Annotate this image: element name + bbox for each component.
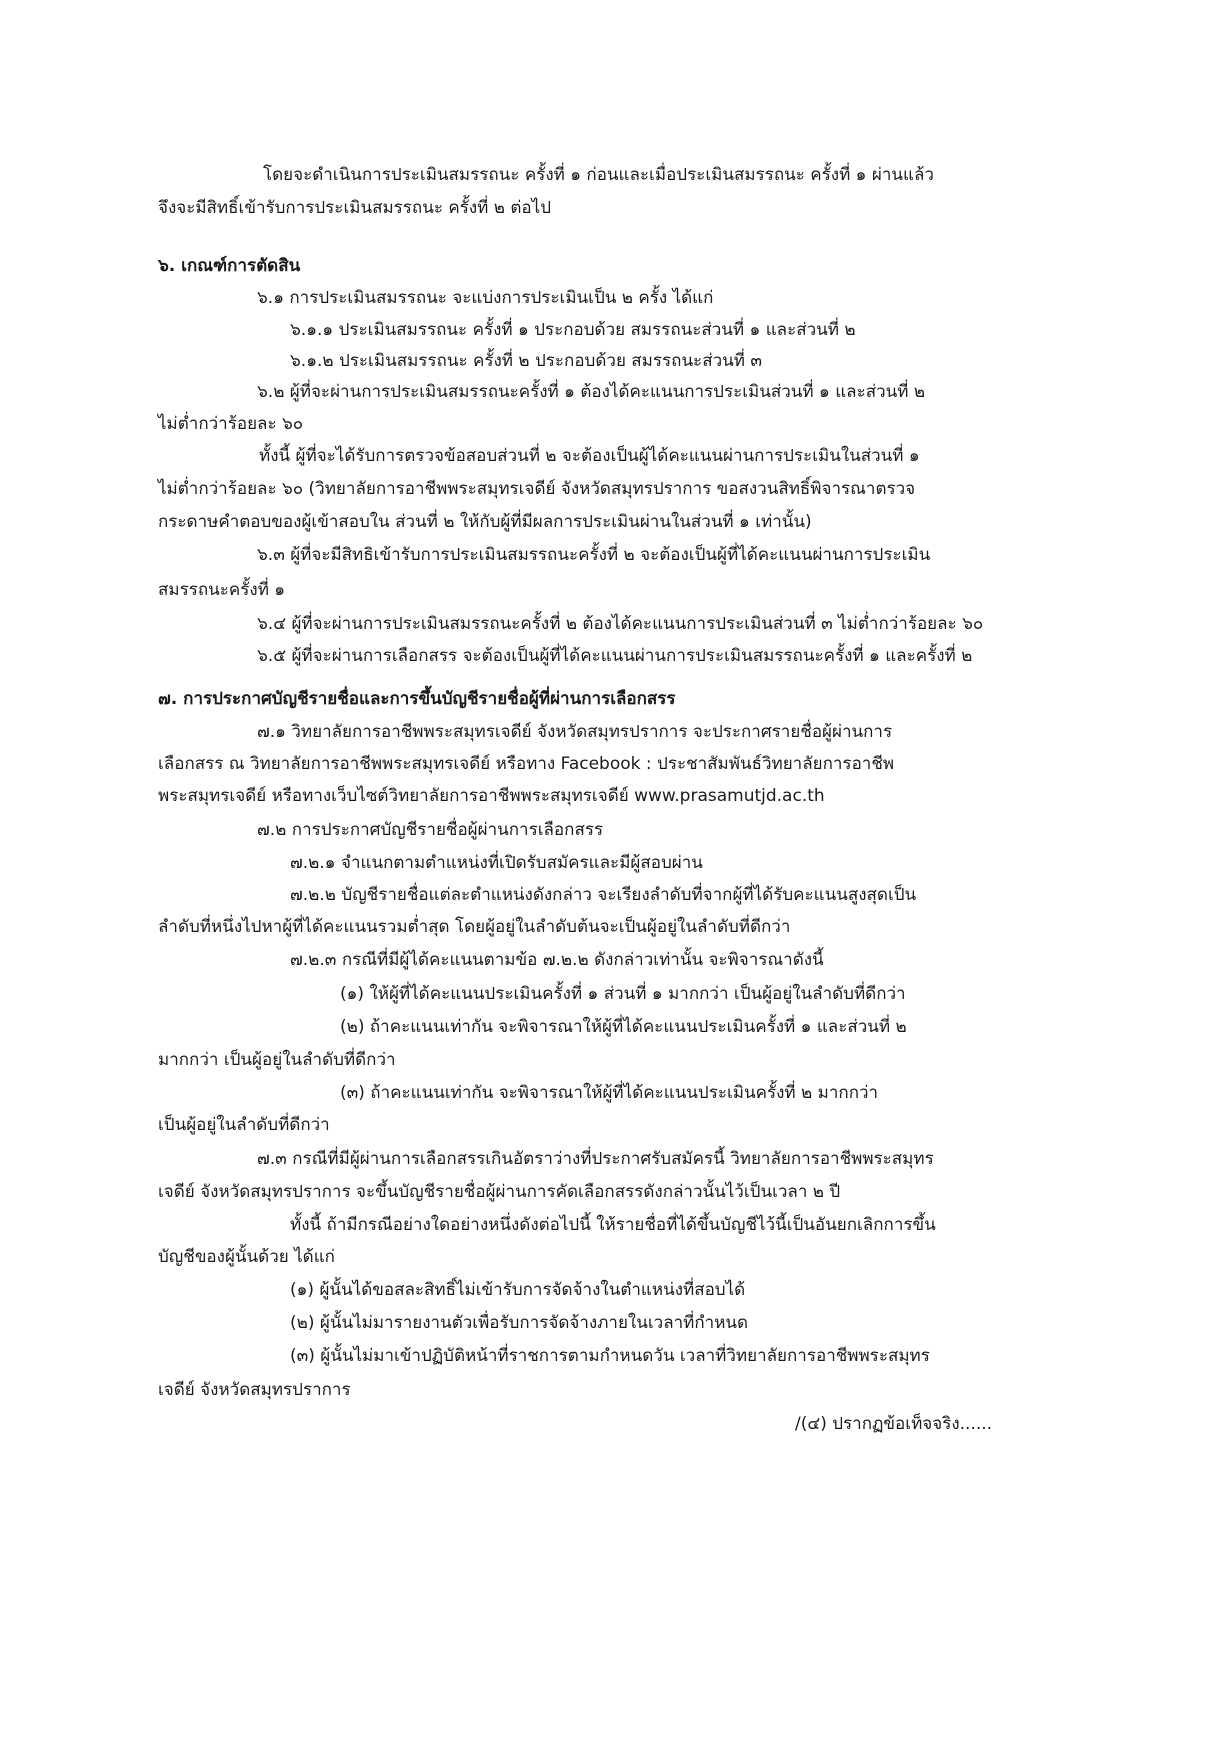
paragraph-line: สมรรถนะครั้งที่ ๑ [158, 580, 286, 600]
paragraph-line: พระสมุทรเจดีย์ หรือทางเว็บไซต์วิทยาลัยการอาชีพพระสมุทรเจดีย์ www.prasamutjd.ac.th [158, 786, 825, 806]
paragraph-line: บัญชีของผู้นั้นด้วย ได้แก่ [158, 1247, 335, 1267]
paragraph-line: มากกว่า เป็นผู้อยู่ในลำดับที่ดีกว่า [158, 1050, 396, 1070]
paragraph-line: จึงจะมีสิทธิ์เข้ารับการประเมินสมรรถนะ ครั้งที่ ๒ ต่อไป [158, 198, 551, 218]
paragraph-line: โดยจะดำเนินการประเมินสมรรถนะ ครั้งที่ ๑ ก่อนและเมื่อประเมินสมรรถนะ ครั้งที่ ๑ ผ่านแล้ว [263, 165, 934, 185]
paragraph-line: ๖.๓ ผู้ที่จะมีสิทธิเข้ารับการประเมินสมรรถนะครั้งที่ ๒ จะต้องเป็นผู้ที่ได้คะแนนผ่านการประเมิน [257, 545, 931, 565]
continuation-note: /(๔) ปรากฏข้อเท็จจริง...... [795, 1414, 993, 1434]
paragraph-line: ๗.๒.๒ บัญชีรายชื่อแต่ละตำแหน่งดังกล่าว จะเรียงลำดับที่จากผู้ที่ได้รับคะแนนสูงสุดเป็น [290, 885, 917, 905]
paragraph-line: ๖.๕ ผู้ที่จะผ่านการเลือกสรร จะต้องเป็นผู้ที่ได้คะแนนผ่านการประเมินสมรรถนะครั้งที่ ๑ และครั้งที่ ๒ [257, 646, 973, 666]
paragraph-line: ๖.๒ ผู้ที่จะผ่านการประเมินสมรรถนะครั้งที่ ๑ ต้องได้คะแนนการประเมินส่วนที่ ๑ และส่วนที่ ๒ [257, 382, 926, 402]
paragraph-line: ทั้งนี้ ผู้ที่จะได้รับการตรวจข้อสอบส่วนที่ ๒ จะต้องเป็นผู้ได้คะแนนผ่านการประเมินในส่วนที่ ๑ [259, 446, 920, 466]
paragraph-line: ๖.๑ การประเมินสมรรถนะ จะแบ่งการประเมินเป็น ๒ ครั้ง ได้แก่ [257, 288, 714, 308]
paragraph-line: (๓) ผู้นั้นไม่มาเข้าปฏิบัติหน้าที่ราชการตามกำหนดวัน เวลาที่วิทยาลัยการอาชีพพระสมุทร [290, 1346, 930, 1366]
paragraph-line: เป็นผู้อยู่ในลำดับที่ดีกว่า [158, 1115, 330, 1135]
paragraph-line: (๒) ผู้นั้นไม่มารายงานตัวเพื่อรับการจัดจ้างภายในเวลาที่กำหนด [290, 1313, 749, 1333]
paragraph-line: (๑) ให้ผู้ที่ได้คะแนนประเมินครั้งที่ ๑ ส่วนที่ ๑ มากกว่า เป็นผู้อยู่ในลำดับที่ดีกว่า [340, 984, 906, 1004]
paragraph-line: กระดาษคำตอบของผู้เข้าสอบใน ส่วนที่ ๒ ให้กับผู้ที่มีผลการประเมินผ่านในส่วนที่ ๑ เท่านั้น) [158, 512, 812, 532]
paragraph-line: ๖.๑.๑ ประเมินสมรรถนะ ครั้งที่ ๑ ประกอบด้วย สมรรถนะส่วนที่ ๑ และส่วนที่ ๒ [290, 320, 856, 340]
paragraph-line: ลำดับที่หนึ่งไปหาผู้ที่ได้คะแนนรวมต่ำสุด โดยผู้อยู่ในลำดับต้นจะเป็นผู้อยู่ในลำดับที่ดีกว่า [158, 917, 791, 937]
paragraph-line: ๗.๒ การประกาศบัญชีรายชื่อผู้ผ่านการเลือกสรร [257, 820, 604, 840]
paragraph-line: เลือกสรร ณ วิทยาลัยการอาชีพพระสมุทรเจดีย์ หรือทาง Facebook : ประชาสัมพันธ์วิทยาลัยการอาชีพ [158, 754, 895, 774]
paragraph-line: ทั้งนี้ ถ้ามีกรณีอย่างใดอย่างหนึ่งดังต่อไปนี้ ให้รายชื่อที่ได้ขึ้นบัญชีไว้นี้เป็นอันยกเลิกการขึ้น [290, 1215, 936, 1235]
paragraph-line: ๗.๑ วิทยาลัยการอาชีพพระสมุทรเจดีย์ จังหวัดสมุทรปราการ จะประกาศรายชื่อผู้ผ่านการ [257, 722, 893, 742]
paragraph-line: ๖.๔ ผู้ที่จะผ่านการประเมินสมรรถนะครั้งที่ ๒ ต้องได้คะแนนการประเมินส่วนที่ ๓ ไม่ต่ำกว่าร้อยละ ๖๐ [257, 614, 984, 634]
paragraph-line: ๗.๒.๓ กรณีที่มีผู้ได้คะแนนตามข้อ ๗.๒.๒ ดังกล่าวเท่านั้น จะพิจารณาดังนี้ [290, 950, 824, 970]
paragraph-line: ๖.๑.๒ ประเมินสมรรถนะ ครั้งที่ ๒ ประกอบด้วย สมรรถนะส่วนที่ ๓ [290, 351, 762, 371]
paragraph-line: ไม่ต่ำกว่าร้อยละ ๖๐ [158, 414, 304, 434]
section-6-heading: ๖. เกณฑ์การตัดสิน [158, 256, 301, 276]
paragraph-line: ไม่ต่ำกว่าร้อยละ ๖๐ (วิทยาลัยการอาชีพพระสมุทรเจดีย์ จังหวัดสมุทรปราการ ขอสงวนสิทธิ์พิจารณาตรวจ [158, 479, 916, 499]
paragraph-line: เจดีย์ จังหวัดสมุทรปราการ [158, 1380, 351, 1400]
paragraph-line: (๒) ถ้าคะแนนเท่ากัน จะพิจารณาให้ผู้ที่ได้คะแนนประเมินครั้งที่ ๑ และส่วนที่ ๒ [340, 1017, 907, 1037]
paragraph-line: เจดีย์ จังหวัดสมุทรปราการ จะขึ้นบัญชีรายชื่อผู้ผ่านการคัดเลือกสรรดังกล่าวนั้นไว้เป็นเวลา ๒ ปี [158, 1182, 841, 1202]
paragraph-line: (๓) ถ้าคะแนนเท่ากัน จะพิจารณาให้ผู้ที่ได้คะแนนประเมินครั้งที่ ๒ มากกว่า [340, 1083, 879, 1103]
section-7-heading: ๗. การประกาศบัญชีรายชื่อและการขึ้นบัญชีรายชื่อผู้ที่ผ่านการเลือกสรร [158, 689, 676, 709]
paragraph-line: ๗.๓ กรณีที่มีผู้ผ่านการเลือกสรรเกินอัตราว่างที่ประกาศรับสมัครนี้ วิทยาลัยการอาชีพพระสมุทร [257, 1149, 934, 1169]
paragraph-line: (๑) ผู้นั้นได้ขอสละสิทธิ์ไม่เข้ารับการจัดจ้างในตำแหน่งที่สอบได้ [290, 1280, 746, 1300]
paragraph-line: ๗.๒.๑ จำแนกตามตำแหน่งที่เปิดรับสมัครและมีผู้สอบผ่าน [290, 853, 703, 873]
